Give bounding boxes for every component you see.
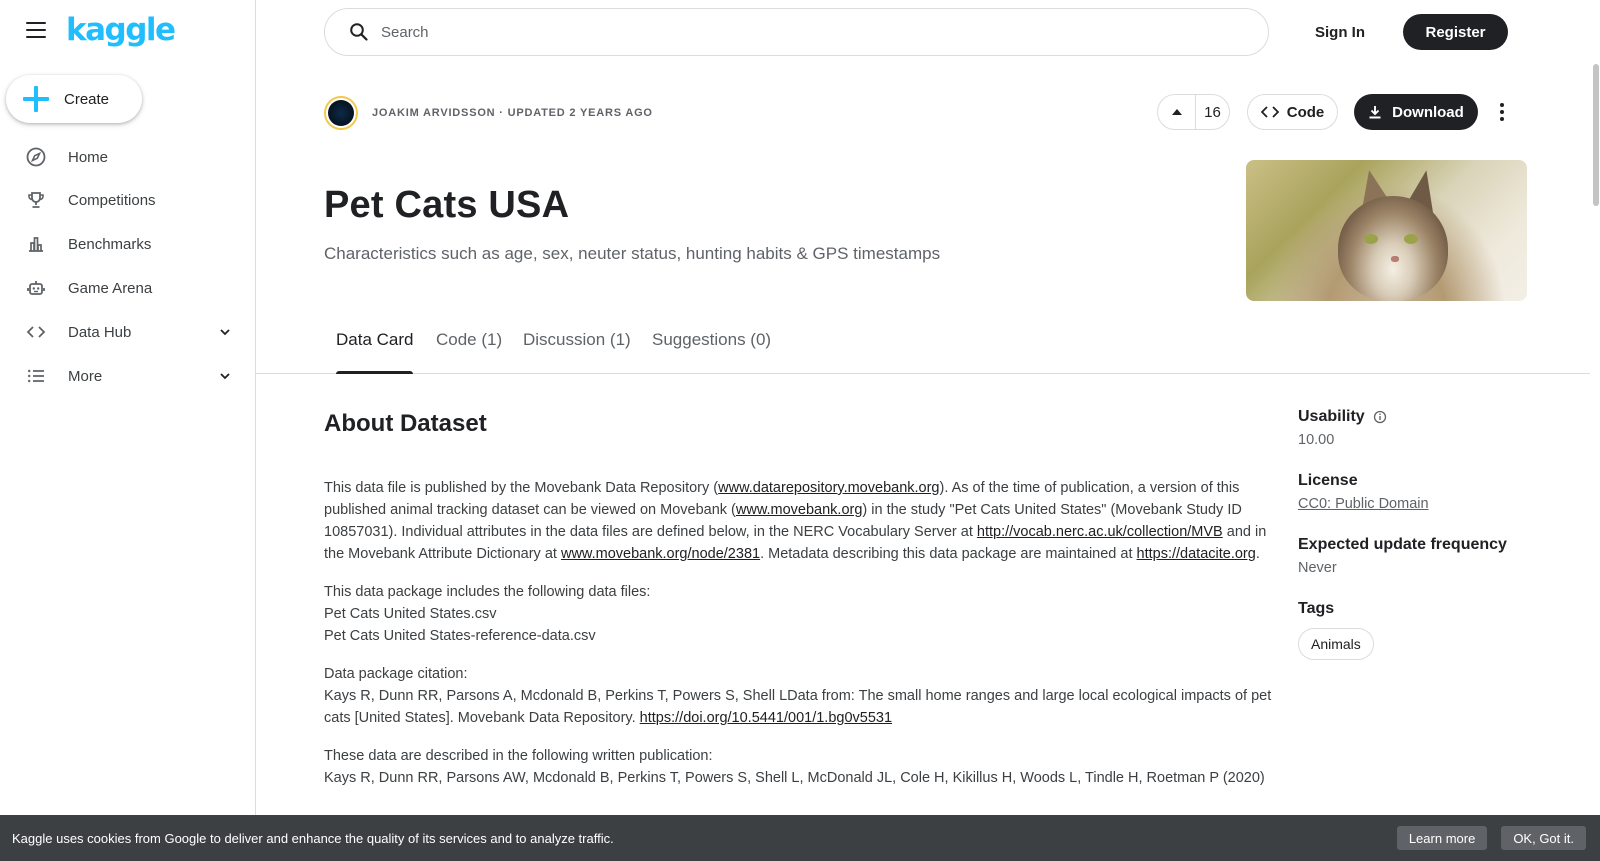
cookie-banner (0, 815, 1600, 861)
sidebar-item-label: Game Arena (68, 279, 153, 297)
update-frequency-value: Never (1298, 560, 1337, 576)
tab-code[interactable]: Code (1) (436, 330, 503, 349)
chevron-down-icon[interactable] (215, 322, 235, 342)
text: This data file is published by the Movebank Data Repository ( (324, 480, 719, 496)
sidebar-item-label: Competitions (68, 191, 156, 209)
tag-chip[interactable]: Animals (1298, 628, 1374, 660)
sidebar (0, 0, 256, 861)
sidebar-item-game-arena[interactable] (0, 266, 255, 310)
upvote-button[interactable] (1158, 95, 1196, 129)
sidebar-item-label: Data Hub (68, 323, 132, 341)
cookie-message: Kaggle uses cookies from Google to deliver and enhance the quality of its services and to analyze traffic. (12, 830, 614, 846)
usability-label: Usability (1298, 408, 1365, 425)
datarepository-link[interactable]: www.datarepository.movebank.org (718, 480, 940, 496)
scrollbar[interactable] (1590, 0, 1600, 861)
sidebar-item-label: More (68, 367, 103, 385)
search-input[interactable] (381, 24, 1268, 41)
code-button[interactable] (1247, 94, 1338, 130)
sign-in-button[interactable]: Sign In (1315, 23, 1365, 41)
dataset-tabs (256, 320, 1590, 374)
create-label: Create (64, 90, 110, 108)
dataset-byline: JOAKIM ARVIDSSON · UPDATED 2 YEARS AGO (372, 107, 653, 119)
sidebar-item-label: Benchmarks (68, 235, 152, 253)
code-button-label: Code (1286, 103, 1325, 121)
vote-count: 16 (1204, 103, 1221, 121)
data-files-paragraph (324, 581, 1279, 647)
page-title: Pet Cats USA (324, 184, 570, 226)
dataset-cover-image (1246, 160, 1527, 301)
ok-got-it-button[interactable]: OK, Got it. (1501, 826, 1586, 850)
learn-more-button[interactable]: Learn more (1397, 826, 1487, 850)
doi-link[interactable]: https://doi.org/10.5441/001/1.bg0v5531 (639, 710, 893, 726)
text: Kays R, Dunn RR, Parsons A, Mcdonald B, Perkins T, Powers S, Shell LData from: The small home ranges and large local ecological impacts of pet cats [United States]. Movebank Data Repository. (324, 688, 1272, 726)
scrollbar-thumb[interactable] (1593, 64, 1599, 206)
tab-data-card[interactable]: Data Card (336, 330, 413, 374)
text: This data package includes the following data files: (324, 584, 651, 600)
search-icon (349, 21, 371, 43)
kaggle-logo[interactable]: kaggle (66, 12, 175, 48)
file-name: Pet Cats United States.csv (324, 606, 497, 622)
download-icon (1368, 105, 1382, 119)
code-brackets-icon (1261, 105, 1279, 119)
download-button[interactable] (1354, 94, 1478, 130)
info-icon[interactable] (1373, 410, 1387, 424)
bar-chart-icon (25, 233, 47, 255)
movebank-link[interactable]: www.movebank.org (735, 502, 863, 518)
list-icon (25, 365, 47, 387)
sidebar-item-more[interactable] (0, 354, 255, 398)
menu-icon[interactable] (26, 22, 46, 38)
search-bar[interactable] (324, 8, 1269, 56)
text: ). As of the time of publication, a version of this published animal tracking dataset can be viewed on Movebank ( (324, 480, 1240, 518)
compass-icon (25, 146, 47, 168)
code-brackets-icon (25, 321, 47, 343)
text: and in the Movebank Attribute Dictionary at (324, 524, 1267, 562)
register-button[interactable]: Register (1403, 14, 1508, 50)
tab-suggestions[interactable]: Suggestions (0) (652, 330, 772, 349)
caret-up-icon (1171, 107, 1183, 117)
sidebar-item-data-hub[interactable] (0, 310, 255, 354)
text: These data are described in the following written publication: (324, 748, 713, 764)
nerc-vocab-link[interactable]: http://vocab.nerc.ac.uk/collection/MVB (976, 524, 1223, 540)
sidebar-item-label: Home (68, 148, 109, 166)
sidebar-item-competitions[interactable] (0, 178, 255, 222)
text: . Metadata describing this data package are maintained at (760, 546, 1137, 562)
sidebar-item-home[interactable] (0, 135, 255, 179)
plus-icon (23, 86, 49, 112)
text: Data package citation: (324, 666, 468, 682)
description-paragraph (324, 477, 1279, 565)
update-frequency-label: Expected update frequency (1298, 536, 1507, 553)
upvote-widget (1157, 94, 1230, 130)
tab-discussion[interactable]: Discussion (1) (523, 330, 631, 349)
avatar[interactable] (324, 96, 358, 130)
download-button-label: Download (1392, 103, 1464, 121)
text: Kays R, Dunn RR, Parsons AW, Mcdonald B, Perkins T, Powers S, Shell L, McDonald JL, Cole H, Kikillus H, Woods L, Tindle H, Roetman P (2020) (324, 770, 1265, 786)
chevron-down-icon[interactable] (215, 366, 235, 386)
sidebar-item-benchmarks[interactable] (0, 222, 255, 266)
dataset-metadata-panel (1298, 408, 1558, 684)
dataset-subtitle: Characteristics such as age, sex, neuter status, hunting habits & GPS timestamps (324, 244, 941, 263)
robot-icon (25, 277, 47, 299)
movebank-node-link[interactable]: www.movebank.org/node/2381 (560, 546, 761, 562)
create-button[interactable] (6, 75, 142, 123)
citation-paragraph (324, 663, 1279, 729)
datacite-link[interactable]: https://datacite.org (1136, 546, 1256, 562)
publication-paragraph (324, 745, 1279, 789)
text: . (1255, 546, 1260, 562)
trophy-icon (25, 189, 47, 211)
license-label: License (1298, 472, 1358, 489)
text: ) in the study "Pet Cats United States" (Movebank Study ID 10857031). Individual attributes in the data files are defined below, in the NERC Vocabulary Server at (324, 502, 1242, 540)
dataset-description (324, 477, 1279, 805)
license-link[interactable]: CC0: Public Domain (1298, 496, 1429, 512)
file-name: Pet Cats United States-reference-data.csv (324, 628, 596, 644)
usability-value: 10.00 (1298, 432, 1335, 448)
about-dataset-heading: About Dataset (324, 410, 487, 437)
tags-label: Tags (1298, 600, 1335, 617)
more-options-icon[interactable] (1490, 94, 1514, 130)
